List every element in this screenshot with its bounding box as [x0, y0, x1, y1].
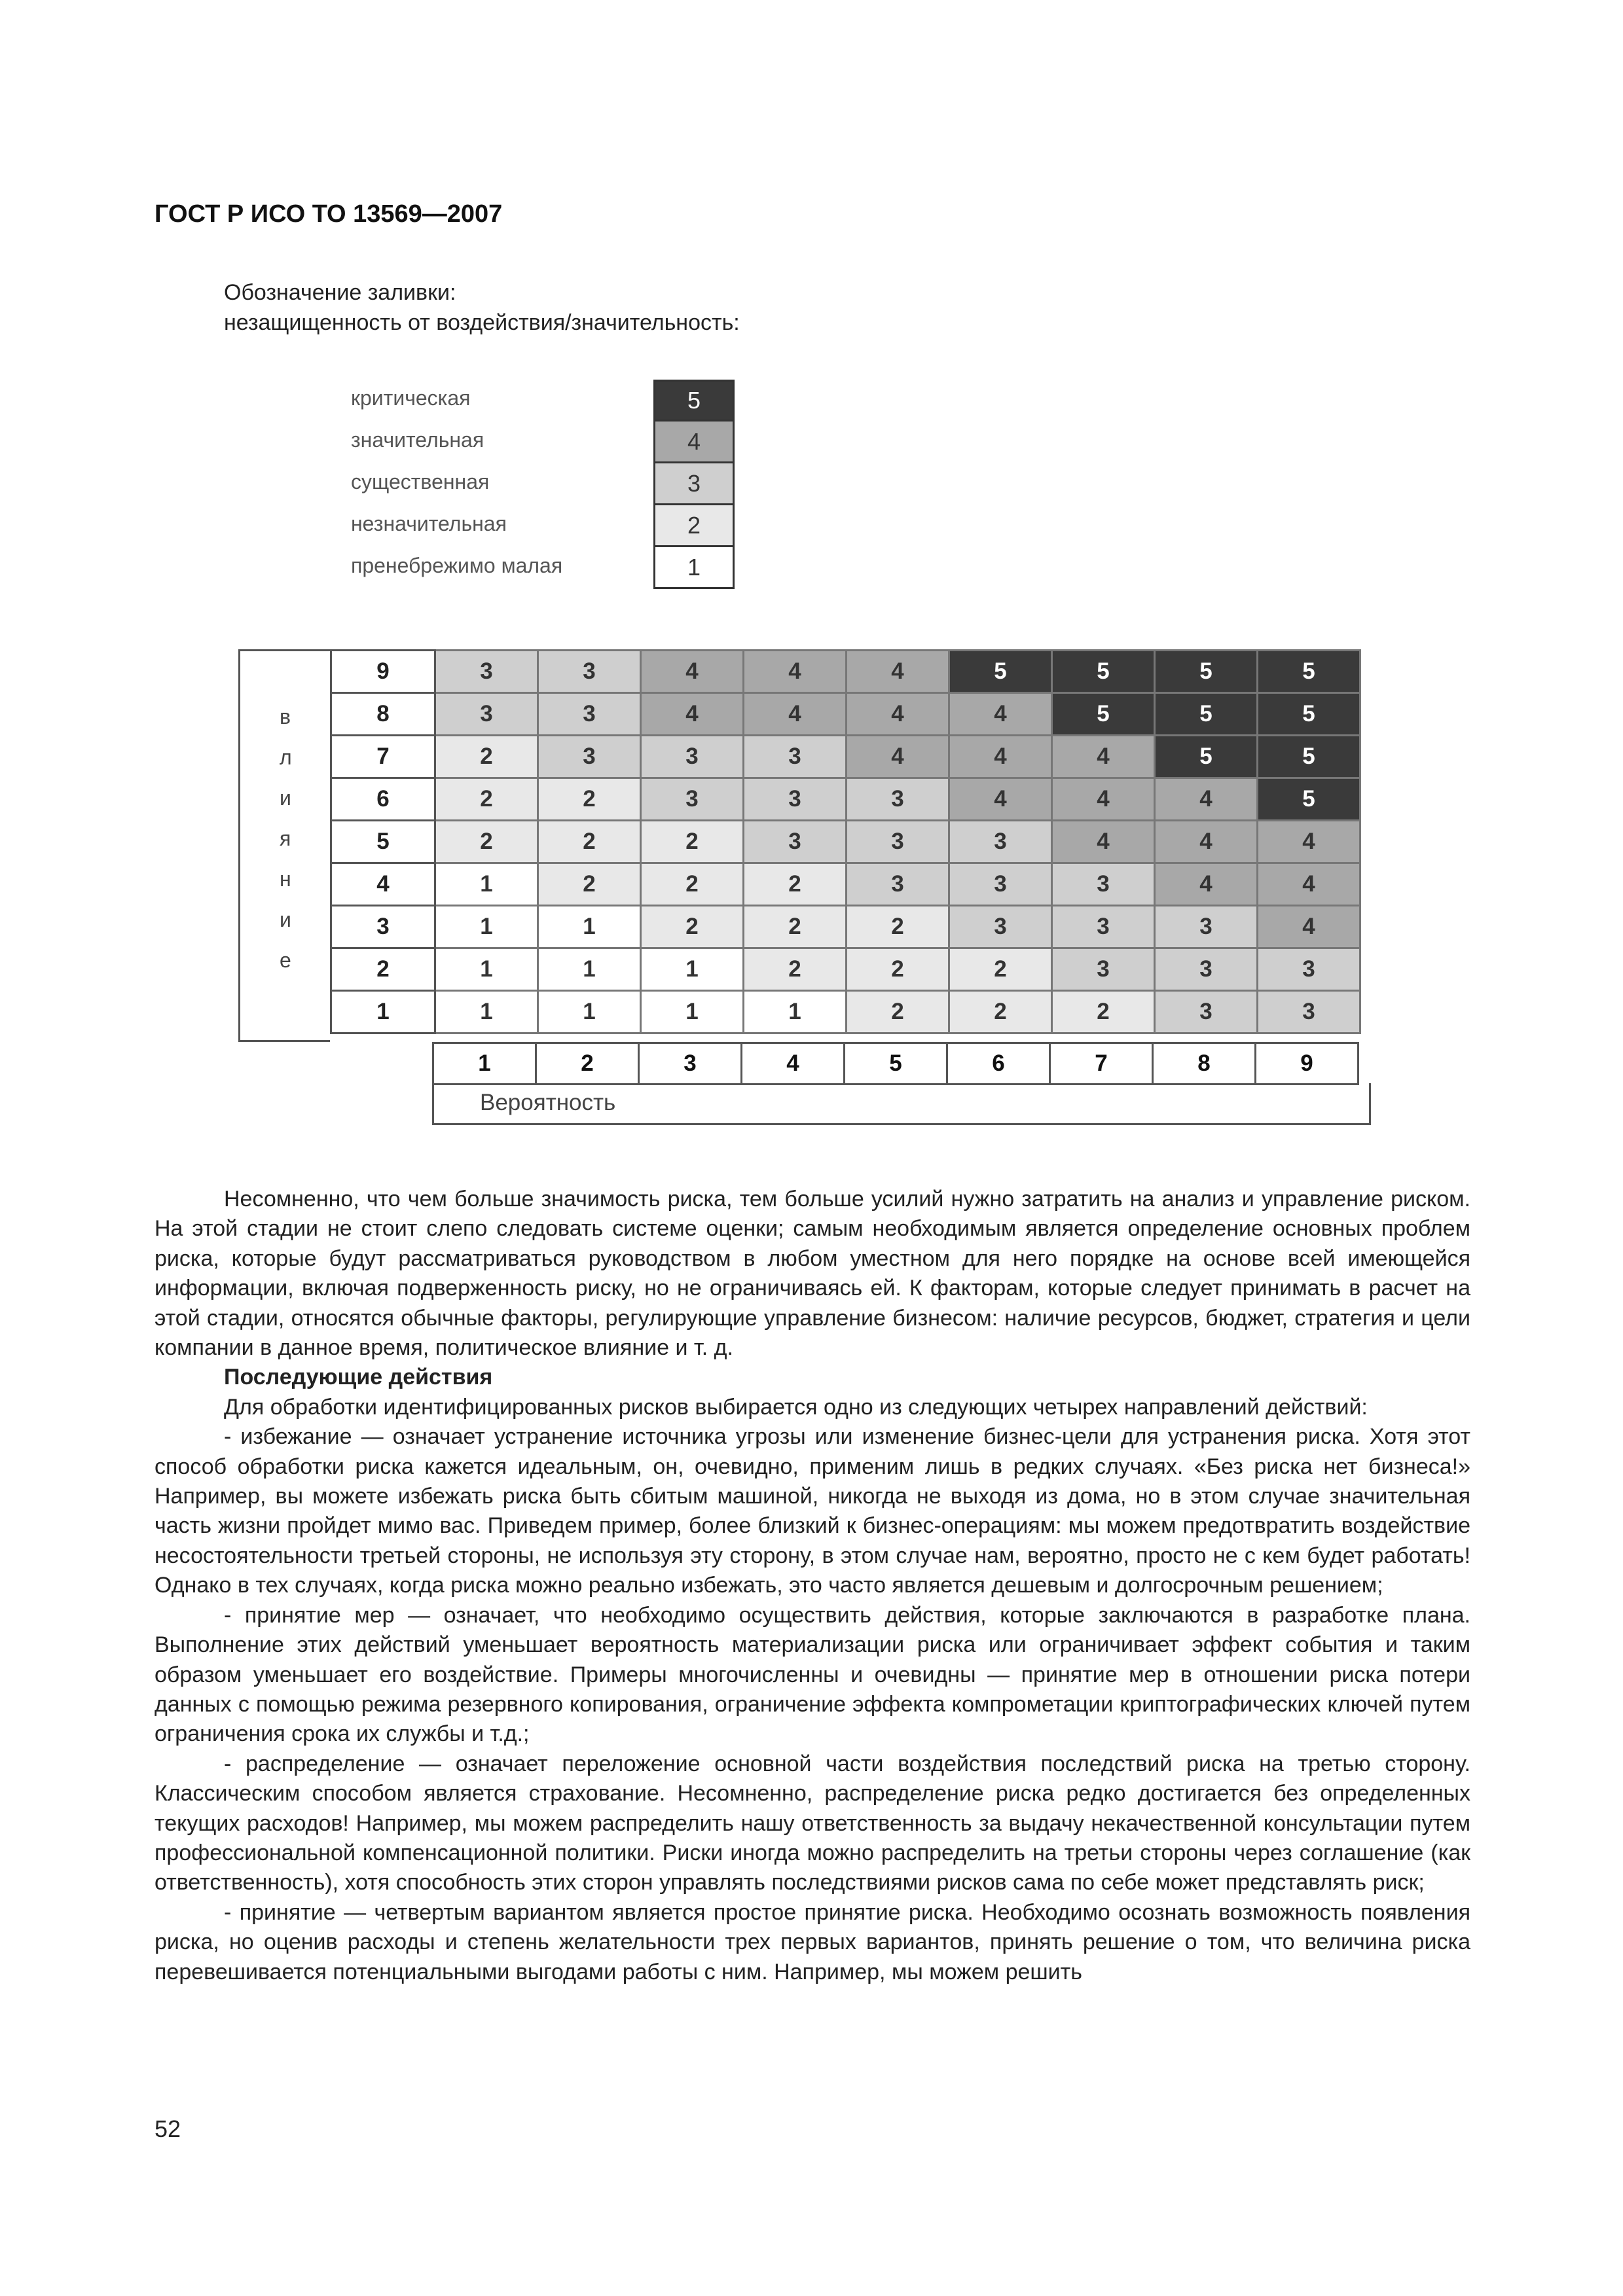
- matrix-cell: 5: [1258, 736, 1360, 778]
- matrix-cell: 3: [641, 736, 744, 778]
- legend-row: [351, 547, 744, 589]
- matrix-cell: 5: [1155, 736, 1258, 778]
- paragraph: - принятие — четвертым вариантом является простое принятие риска. Необходимо осознать возможность появления риска, но оценив расходы и степень желательности трех первых вариантов, принять решение о том, что величина риска перевешивается потенциальными выгодами работы с ним. Например, мы можем решить: [155, 1899, 1470, 1984]
- document-header: ГОСТ Р ИСО ТО 13569—2007: [155, 200, 503, 228]
- matrix-cell: 1: [538, 948, 641, 991]
- probability-axis: [432, 1042, 1359, 1115]
- matrix-cell: 3: [1052, 863, 1155, 906]
- matrix-cell: 3: [847, 778, 949, 821]
- matrix-cell: 5: [1052, 693, 1155, 736]
- matrix-cell: 4: [1258, 863, 1360, 906]
- matrix-cell: 3: [1052, 948, 1155, 991]
- matrix-row: [331, 778, 1360, 821]
- matrix-cell: 4: [949, 736, 1052, 778]
- impact-letter: и: [280, 908, 291, 931]
- legend-swatch: [653, 505, 735, 547]
- matrix-cell: 4: [1155, 863, 1258, 906]
- impact-letter: л: [280, 745, 292, 769]
- legend-swatch: [653, 380, 735, 422]
- fill-caption-line-1: Обозначение заливки:: [224, 280, 456, 305]
- probability-level-label: 6: [947, 1043, 1050, 1085]
- matrix-cell: 3: [435, 693, 538, 736]
- matrix-cell: 1: [435, 906, 538, 948]
- matrix-cell: 4: [641, 693, 744, 736]
- legend-value: 5: [687, 387, 701, 414]
- impact-axis-letters: [280, 705, 292, 989]
- matrix-cell: 3: [847, 821, 949, 863]
- matrix-cell: 4: [641, 651, 744, 693]
- matrix-cell: 4: [744, 693, 847, 736]
- matrix-cell: 4: [744, 651, 847, 693]
- matrix-cell: 5: [1258, 651, 1360, 693]
- matrix-cell: 2: [641, 863, 744, 906]
- matrix-row: [331, 821, 1360, 863]
- probability-axis-label: Вероятность: [432, 1083, 1371, 1125]
- matrix-cell: 5: [1258, 693, 1360, 736]
- impact-letter: н: [280, 867, 291, 891]
- fill-legend-caption: [224, 278, 740, 338]
- impact-level-label: 8: [331, 693, 435, 736]
- probability-level-label: 8: [1153, 1043, 1256, 1085]
- fill-caption-line-2: незащищенность от воздействия/значительность:: [224, 310, 740, 335]
- probability-level-label: 1: [433, 1043, 536, 1085]
- matrix-cell: 3: [949, 863, 1052, 906]
- matrix-cell: 3: [1155, 948, 1258, 991]
- matrix-cell: 2: [744, 863, 847, 906]
- matrix-cell: 2: [949, 948, 1052, 991]
- matrix-cell: 2: [641, 821, 744, 863]
- matrix-cell: 4: [1052, 821, 1155, 863]
- matrix-cell: 5: [1258, 778, 1360, 821]
- matrix-cell: 2: [847, 906, 949, 948]
- page-number: 52: [155, 2115, 181, 2142]
- impact-level-label: 3: [331, 906, 435, 948]
- matrix-row: [331, 693, 1360, 736]
- matrix-cell: 4: [1052, 736, 1155, 778]
- paragraph: - распределение — означает переложение основной части воздействия последствий риска на третью сторону. Классическим способом является страхование. Несомненно, распределение риска редко достигается без определенных текущих расходов! Например, мы можем распределить нашу ответственность за выдачу некачественной консультации путем профессиональной компенсационной политики. Риски иногда можно распределить на третьи стороны через соглашение (как ответственность), хотя способность этих сторон управлять последствиями рисков сама по себе может представлять риск;: [155, 1751, 1470, 1895]
- legend-value: 4: [687, 427, 701, 455]
- matrix-row: [331, 651, 1360, 693]
- impact-letter: я: [280, 827, 291, 850]
- matrix-cell: 2: [744, 906, 847, 948]
- matrix-cell: 3: [641, 778, 744, 821]
- matrix-cell: 2: [435, 821, 538, 863]
- probability-level-label: 4: [742, 1043, 845, 1085]
- impact-level-label: 2: [331, 948, 435, 991]
- matrix-cell: 2: [435, 736, 538, 778]
- matrix-cell: 4: [847, 651, 949, 693]
- impact-level-label: 4: [331, 863, 435, 906]
- matrix-cell: 3: [847, 863, 949, 906]
- matrix-cell: 4: [1155, 778, 1258, 821]
- matrix-cell: 2: [538, 778, 641, 821]
- matrix-cell: 4: [1155, 821, 1258, 863]
- legend-swatch: [653, 547, 735, 589]
- matrix-cell: 2: [538, 863, 641, 906]
- matrix-cell: 3: [1258, 991, 1360, 1033]
- section-heading: Последующие действия: [224, 1365, 493, 1390]
- legend-value: 2: [687, 511, 701, 539]
- impact-letter: е: [280, 948, 291, 972]
- matrix-cell: 3: [1155, 906, 1258, 948]
- probability-level-label: 7: [1050, 1043, 1153, 1085]
- legend-label: критическая: [351, 386, 471, 410]
- matrix-cell: 3: [744, 736, 847, 778]
- probability-level-label: 5: [845, 1043, 947, 1085]
- matrix-cell: 1: [641, 991, 744, 1033]
- legend-row: [351, 505, 744, 547]
- legend-swatch: [653, 422, 735, 463]
- matrix-row: [331, 948, 1360, 991]
- impact-letter: и: [280, 786, 291, 810]
- matrix-cell: 1: [538, 906, 641, 948]
- probability-level-label: 9: [1256, 1043, 1359, 1085]
- matrix-cell: 2: [847, 948, 949, 991]
- matrix-cell: 2: [641, 906, 744, 948]
- matrix-row: [331, 906, 1360, 948]
- risk-matrix: [330, 649, 1361, 1034]
- matrix-cell: 2: [949, 991, 1052, 1033]
- matrix-cell: 4: [847, 736, 949, 778]
- matrix-cell: 3: [1258, 948, 1360, 991]
- matrix-cell: 5: [1155, 693, 1258, 736]
- matrix-cell: 3: [744, 821, 847, 863]
- legend-value: 1: [687, 553, 701, 581]
- matrix-cell: 5: [1155, 651, 1258, 693]
- legend-swatch: [653, 463, 735, 505]
- matrix-cell: 2: [1052, 991, 1155, 1033]
- matrix-cell: 4: [949, 693, 1052, 736]
- matrix-cell: 1: [641, 948, 744, 991]
- body-text: [155, 1185, 1470, 1987]
- probability-level-label: 3: [639, 1043, 742, 1085]
- matrix-cell: 4: [949, 778, 1052, 821]
- legend-label: значительная: [351, 428, 484, 452]
- matrix-cell: 1: [435, 948, 538, 991]
- matrix-cell: 1: [538, 991, 641, 1033]
- matrix-cell: 5: [949, 651, 1052, 693]
- legend-label: незначительная: [351, 512, 507, 535]
- paragraph: Несомненно, что чем больше значимость риска, тем больше усилий нужно затратить на анализ и управление риском. На этой стадии не стоит слепо следовать системе оценки; самым необходимым является определение основных проблем риска, которые будут рассматриваться руководством в любом уместном для него порядке на основе всей имеющейся информации, включая подверженность риску, но не ограничиваясь ей. К факторам, которые следует принимать в расчет на этой стадии, относятся обычные факторы, регулирующие управление бизнесом: наличие ресурсов, бюджет, стратегия и цели компании в данное время, политическое влияние и т. д.: [155, 1187, 1470, 1361]
- legend-label: существенная: [351, 470, 490, 493]
- matrix-cell: 3: [538, 736, 641, 778]
- paragraph: - избежание — означает устранение источника угрозы или изменение бизнес-цели для устранения риска. Хотя этот способ обработки риска кажется идеальным, он, очевидно, применим лишь в редких случаях. «Без риска нет бизнеса!» Например, вы можете избежать риска быть сбитым машиной, никогда не выходя из дома, но в этом случае значительная часть жизни пройдет мимо вас. Приведем пример, более близкий к бизнес-операциям: мы можем предотвратить воздействие несостоятельности третьей стороны, не используя эту сторону, в этом случае нам, вероятно, просто не с кем будет работать! Однако в тех случаях, когда риска можно реально избежать, это часто является дешевым и долгосрочным решением;: [155, 1424, 1470, 1598]
- matrix-cell: 2: [435, 778, 538, 821]
- probability-level-label: 2: [536, 1043, 639, 1085]
- matrix-cell: 4: [1258, 906, 1360, 948]
- matrix-cell: 1: [435, 863, 538, 906]
- matrix-cell: 3: [435, 651, 538, 693]
- matrix-cell: 3: [949, 906, 1052, 948]
- matrix-cell: 3: [1155, 991, 1258, 1033]
- matrix-cell: 2: [538, 821, 641, 863]
- matrix-cell: 3: [538, 651, 641, 693]
- legend-value: 3: [687, 469, 701, 497]
- impact-level-label: 1: [331, 991, 435, 1033]
- impact-level-label: 5: [331, 821, 435, 863]
- matrix-cell: 5: [1052, 651, 1155, 693]
- impact-letter: в: [280, 705, 291, 728]
- matrix-cell: 1: [744, 991, 847, 1033]
- impact-level-label: 7: [331, 736, 435, 778]
- matrix-cell: 1: [435, 991, 538, 1033]
- impact-axis-label: [238, 649, 330, 1042]
- paragraph: Для обработки идентифицированных рисков выбирается одно из следующих четырех направлений действий:: [224, 1394, 1368, 1420]
- matrix-cell: 3: [538, 693, 641, 736]
- matrix-row: [331, 736, 1360, 778]
- matrix-row: [331, 863, 1360, 906]
- matrix-cell: 3: [1052, 906, 1155, 948]
- impact-level-label: 9: [331, 651, 435, 693]
- legend-label: пренебрежимо малая: [351, 554, 563, 577]
- matrix-cell: 3: [949, 821, 1052, 863]
- legend-row: [351, 422, 744, 463]
- matrix-row: [331, 991, 1360, 1033]
- legend-row: [351, 463, 744, 505]
- matrix-cell: 4: [1052, 778, 1155, 821]
- matrix-cell: 2: [744, 948, 847, 991]
- matrix-cell: 2: [847, 991, 949, 1033]
- paragraph: - принятие мер — означает, что необходимо осуществить действия, которые заключаются в разработке плана. Выполнение этих действий уменьшает вероятность материализации риска или ограничивает эффект события и таким образом уменьшает его воздействие. Примеры многочисленны и очевидны — принятие мер в отношении риска потери данных с помощью режима резервного копирования, ограничение эффекта компрометации криптографических ключей путем ограничения срока их службы и т.д.;: [155, 1602, 1470, 1747]
- impact-level-label: 6: [331, 778, 435, 821]
- matrix-cell: 3: [744, 778, 847, 821]
- legend-row: [351, 380, 744, 422]
- matrix-cell: 4: [847, 693, 949, 736]
- severity-legend: [351, 380, 744, 597]
- matrix-cell: 4: [1258, 821, 1360, 863]
